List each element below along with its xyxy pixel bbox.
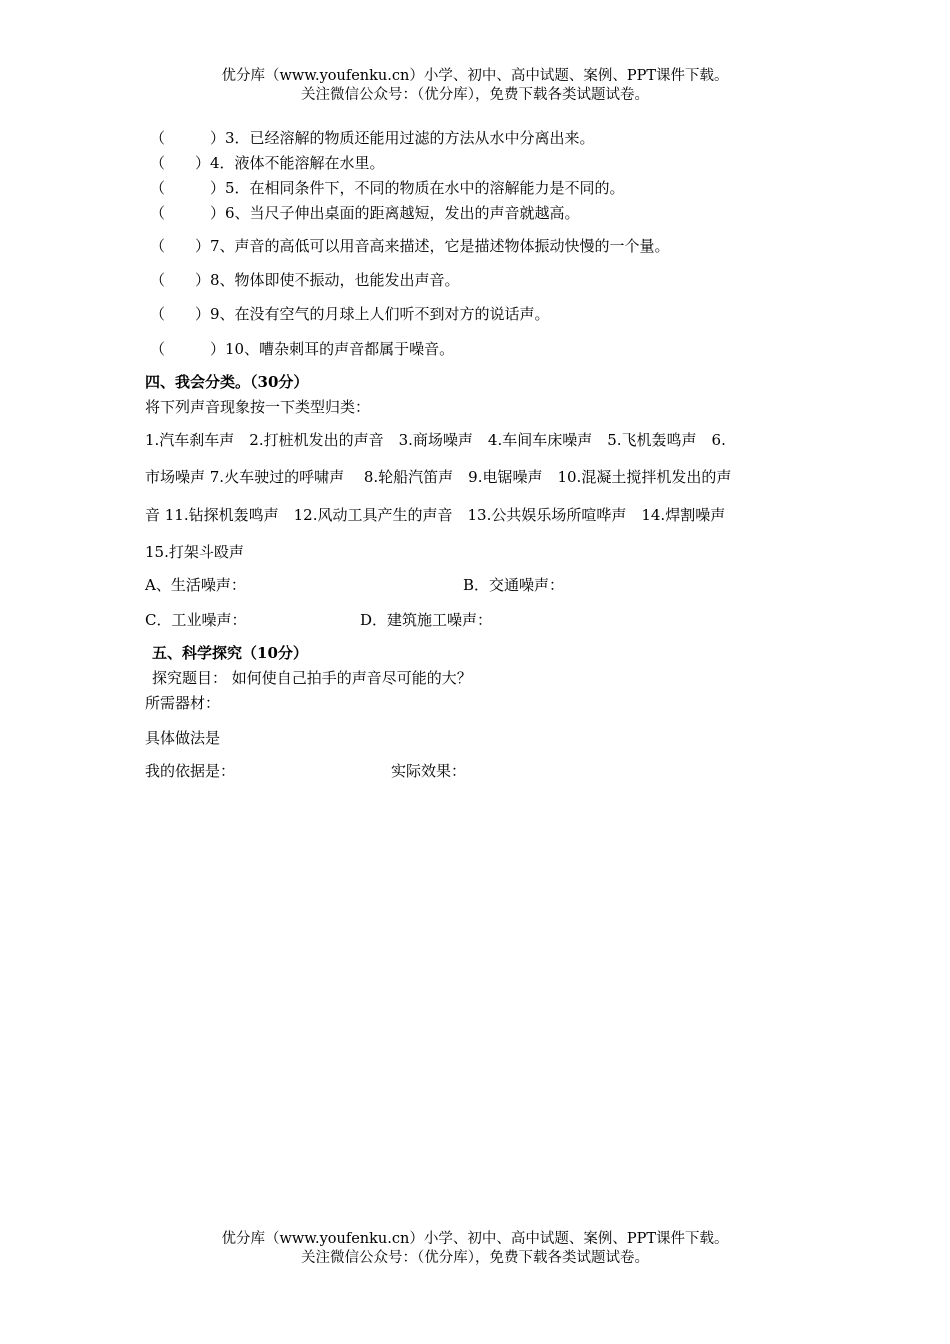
answer-paren: （ ） xyxy=(150,271,211,289)
question-text: 4．液体不能溶解在水里。 xyxy=(210,154,385,172)
answer-paren: （ ） xyxy=(150,340,226,358)
question-10 xyxy=(150,338,454,359)
category-c-label: C．工业噪声： xyxy=(145,611,247,629)
header-line-1: 优分库（www.youfenku.cn）小学、初中、高中试题、案例、PPT课件下载。 xyxy=(221,68,729,84)
section-4-instruction: 将下列声音现象按一下类型归类： xyxy=(145,398,371,416)
answer-paren: （ ） xyxy=(150,179,226,197)
answer-paren: （ ） xyxy=(150,129,226,147)
question-text: 9、在没有空气的月球上人们听不到对方的说话声。 xyxy=(210,305,550,323)
category-d-label: D．建筑施工噪声： xyxy=(360,611,493,629)
section-5-title: 五、科学探究（10分） xyxy=(152,644,308,662)
method-label: 具体做法是 xyxy=(145,729,221,747)
question-8 xyxy=(150,269,460,290)
inquiry-topic: 探究题目： 如何使自己拍手的声音尽可能的大？ xyxy=(152,669,472,687)
question-7 xyxy=(150,235,670,256)
question-6 xyxy=(150,202,580,223)
answer-paren: （ ） xyxy=(150,305,211,323)
footer-line-1: 优分库（www.youfenku.cn）小学、初中、高中试题、案例、PPT课件下载。 xyxy=(221,1231,729,1247)
basis-label: 我的依据是： xyxy=(145,762,236,780)
category-a-label: A、生活噪声： xyxy=(145,576,246,594)
footer-line-2: 关注微信公众号：（优分库），免费下载各类试题试卷。 xyxy=(301,1250,649,1266)
materials-label: 所需器材： xyxy=(145,694,221,712)
question-9 xyxy=(150,303,550,324)
question-5 xyxy=(150,177,625,198)
answer-paren: （ ） xyxy=(150,237,211,255)
question-text: 6、当尺子伸出桌面的距离越短，发出的声音就越高。 xyxy=(225,204,580,222)
question-text: 7、声音的高低可以用音高来描述，它是描述物体振动快慢的一个量。 xyxy=(210,237,670,255)
question-3 xyxy=(150,127,595,148)
effect-label: 实际效果： xyxy=(391,762,467,780)
section-4-title: 四、我会分类。（30分） xyxy=(145,373,309,391)
classify-items-line-2: 市场噪声 7.火车驶过的呼啸声 8.轮船汽笛声 9.电锯噪声 10.混凝土搅拌机发出的声 xyxy=(145,468,732,486)
classify-items-line-1: 1.汽车刹车声 2.打桩机发出的声音 3.商场噪声 4.车间车床噪声 5.飞机轰鸣声 6. xyxy=(145,431,726,449)
answer-paren: （ ） xyxy=(150,204,226,222)
answer-paren: （ ） xyxy=(150,154,211,172)
question-text: 3．已经溶解的物质还能用过滤的方法从水中分离出来。 xyxy=(225,129,595,147)
header-line-2: 关注微信公众号：（优分库），免费下载各类试题试卷。 xyxy=(301,87,649,103)
question-4 xyxy=(150,152,385,173)
question-text: 8、物体即使不振动，也能发出声音。 xyxy=(210,271,460,289)
question-text: 5．在相同条件下，不同的物质在水中的溶解能力是不同的。 xyxy=(225,179,625,197)
question-text: 10、嘈杂刺耳的声音都属于噪音。 xyxy=(225,340,455,358)
classify-items-line-3: 音 11.钻探机轰鸣声 12.风动工具产生的声音 13.公共娱乐场所喧哗声 14.焊割噪声 xyxy=(145,506,726,524)
category-b-label: B．交通噪声： xyxy=(463,576,565,594)
classify-items-line-4: 15.打架斗殴声 xyxy=(145,543,244,561)
